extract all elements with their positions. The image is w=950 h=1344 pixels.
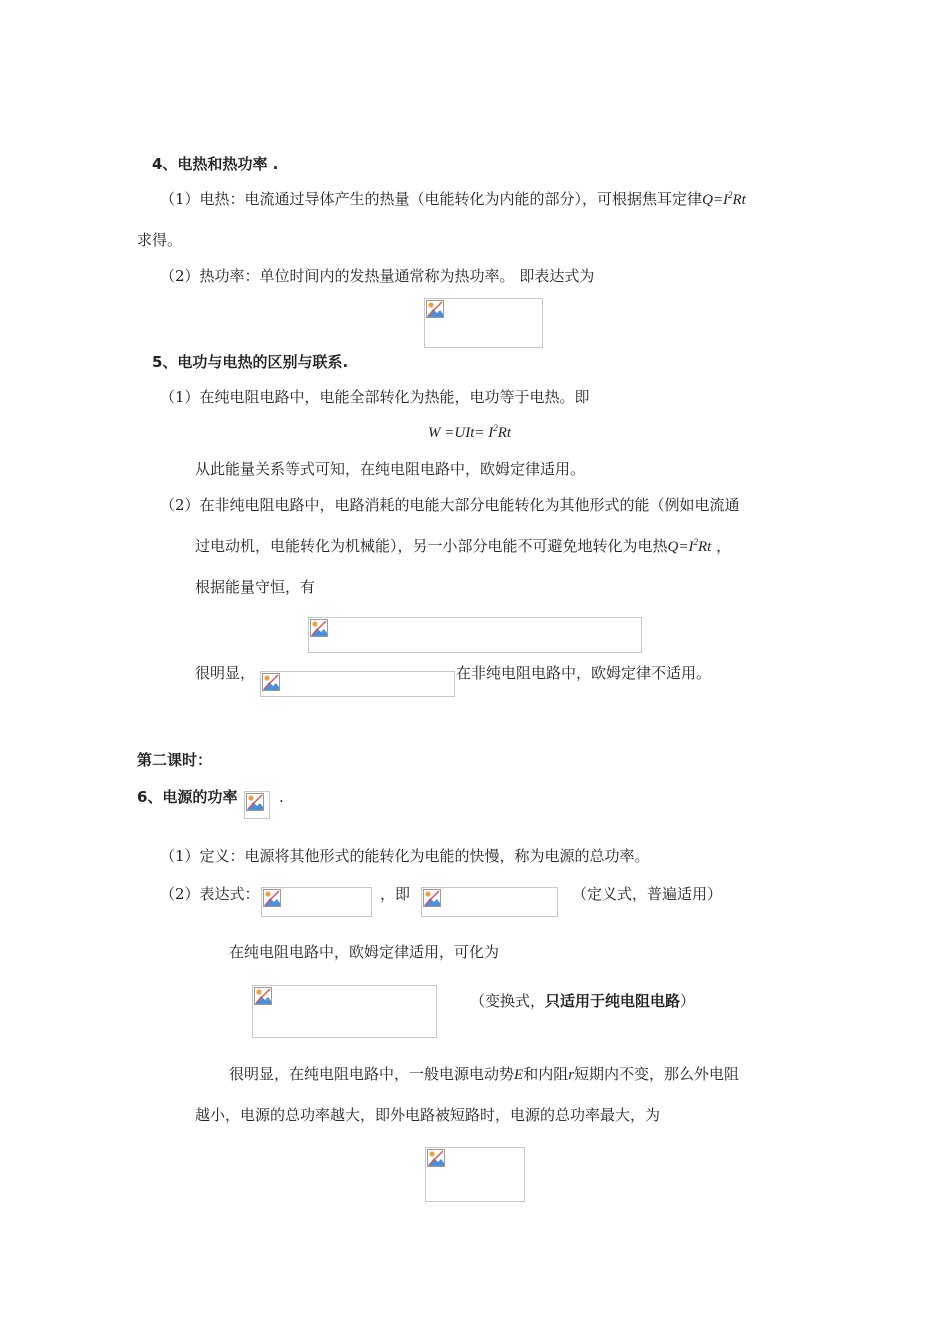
section-5-para-1-note: 从此能量关系等式可知，在纯电阻电路中，欧姆定律适用。 xyxy=(195,460,586,478)
section-4-heading: 4、电热和热功率 . xyxy=(152,155,279,173)
formula-image xyxy=(244,791,270,819)
section-4-para-1 xyxy=(160,189,746,210)
broken-image-icon xyxy=(423,889,441,907)
section-5-obvious-b: 在非纯电阻电路中，欧姆定律不适用。 xyxy=(456,664,712,682)
section-6-para-4: （变换式，只适用于纯电阻电路） xyxy=(470,992,696,1010)
broken-image-icon xyxy=(263,889,281,907)
section-4-para-1-cont: 求得。 xyxy=(137,231,183,249)
text: （1）电热：电流通过导体产生的热量（电能转化为内能的部分），可根据焦耳定律 xyxy=(160,190,703,208)
broken-image-icon xyxy=(426,300,444,318)
section-4-para-2: （2）热功率：单位时间内的发热量通常称为热功率。 即表达式为 xyxy=(160,267,595,285)
joule-formula: $Q=I^2Rt$ xyxy=(702,190,746,208)
formula-image xyxy=(261,887,372,917)
section-6-para-5-cont: 越小，电源的总功率越大，即外电路被短路时，电源的总功率最大，为 xyxy=(195,1106,661,1124)
section-5-para-2-cont-2: 根据能量守恒，有 xyxy=(195,578,316,596)
section-5-para-1: （1）在纯电阻电路中，电能全部转化为热能，电功等于电热。即 xyxy=(160,388,590,406)
section-5-para-2: （2）在非纯电阻电路中，电路消耗的电能大部分电能转化为其他形式的能（例如电流通 xyxy=(160,496,740,514)
formula-image xyxy=(260,671,455,697)
broken-image-icon xyxy=(254,987,272,1005)
formula-image xyxy=(425,1147,525,1202)
formula-image xyxy=(421,887,558,917)
section-6-para-5: 很明显，在纯电阻电路中，一般电源电动势E和内阻r短期内不变，那么外电阻 xyxy=(229,1065,740,1083)
section-6-heading: 6、电源的功率 xyxy=(137,788,238,806)
section-6-para-2-a: （2）表达式： xyxy=(160,885,260,903)
section-6-para-2-b: ，即 xyxy=(380,885,411,903)
section-6-para-2-c: （定义式，普遍适用） xyxy=(572,885,723,903)
broken-image-icon xyxy=(246,793,264,811)
broken-image-icon xyxy=(427,1149,445,1167)
section-5-para-2-cont: 过电动机，电能转化为机械能），另一小部分电能不可避免地转化为电热$Q=I^2Rt$ ， xyxy=(195,537,732,555)
formula-image xyxy=(424,298,543,348)
section-6-para-3: 在纯电阻电路中，欧姆定律适用，可化为 xyxy=(229,943,500,961)
formula-image xyxy=(308,617,642,653)
section-6-heading-tail: . xyxy=(279,788,284,806)
electric-work-formula: $W =UIt= I^2Rt$ xyxy=(428,423,512,441)
section-5-heading: 5、电功与电热的区别与联系. xyxy=(152,353,349,371)
formula-image xyxy=(252,985,437,1038)
broken-image-icon xyxy=(310,619,328,637)
broken-image-icon xyxy=(262,673,280,691)
lesson-2-heading: 第二课时： xyxy=(137,751,213,769)
section-6-para-1: （1）定义：电源将其他形式的能转化为电能的快慢，称为电源的总功率。 xyxy=(160,847,650,865)
section-5-obvious-a: 很明显， xyxy=(195,664,256,682)
heat-formula: $Q=I^2Rt$ xyxy=(667,537,712,555)
